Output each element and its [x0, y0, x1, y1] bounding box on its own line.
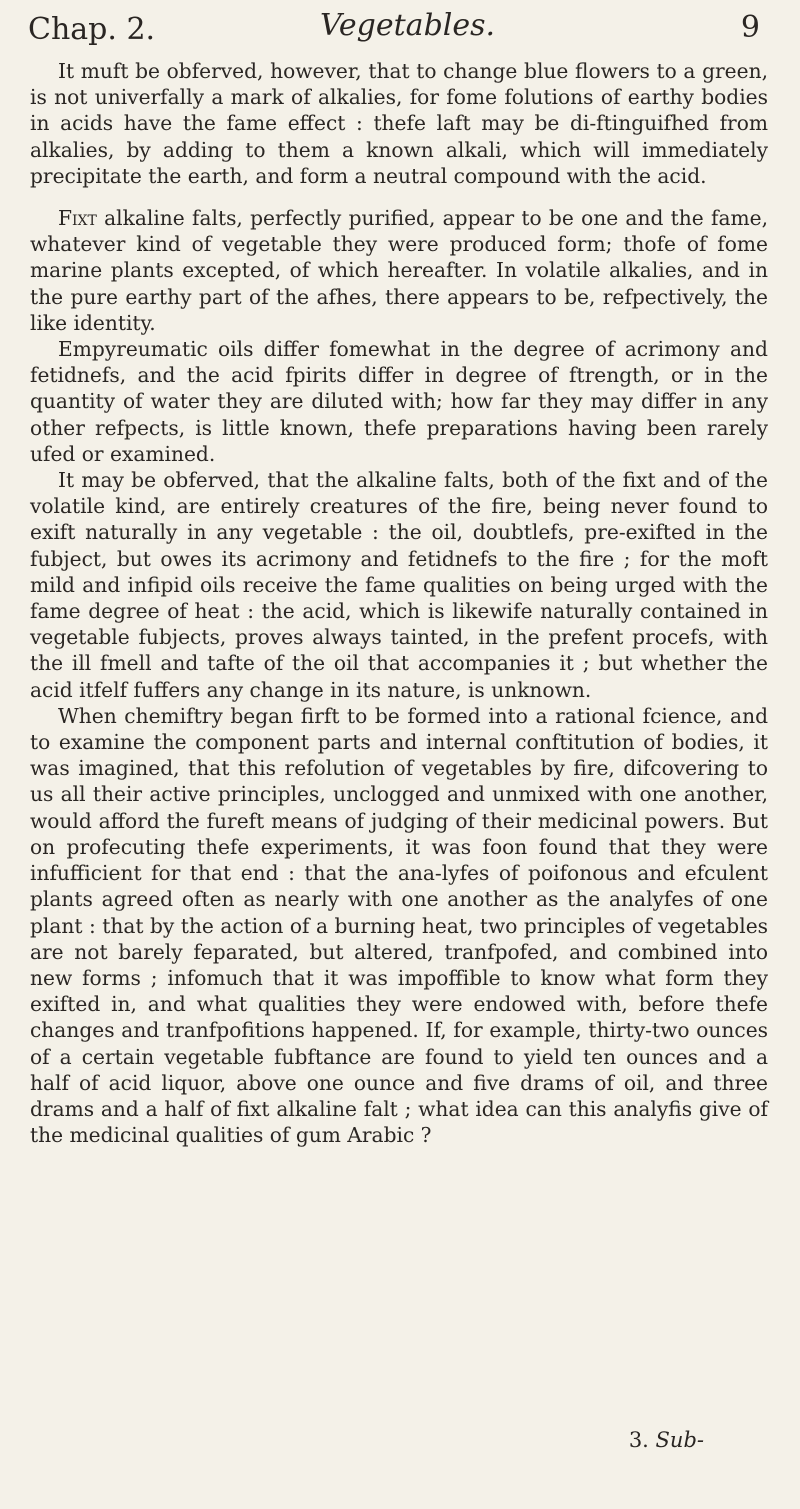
running-title: Vegetables.	[320, 8, 496, 43]
paragraph-lead: Fixt	[58, 206, 97, 231]
paragraph-2	[30, 205, 768, 336]
catchword-word: Sub-	[655, 1428, 704, 1452]
page-number: 9	[740, 10, 760, 45]
page-header	[28, 6, 760, 54]
paragraph-4	[30, 467, 768, 703]
paragraph-5	[30, 703, 768, 1148]
paragraph-text: It may be obferved, that the alkaline falts, both of the fixt and of the volatile kind, are entirely creatures of the fire, being never found to exift naturally in any vegetable : the oil, doubtlefs, pre-exifted in the fubject, but owes its acrimony and fetidnefs to the fire ; for the moft mild and infipid oils receive the fame qualities on being urged with the fame degree of heat : the acid, which is likewife naturally contained in vegetable fubjects, proves always tainted, in the prefent procefs, with the ill fmell and tafte of the oil that accompanies it ; but whether the acid itfelf fuffers any change in its nature, is unknown.	[30, 468, 768, 702]
body-text	[30, 58, 768, 1148]
paragraph-1	[30, 58, 768, 189]
paragraph-text: Empyreumatic oils differ fomewhat in the degree of acrimony and fetidnefs, and the acid fpirits differ in degree of ftrength, or in the quantity of water they are diluted with; how far they may differ in any other refpects, is little known, thefe preparations having been rarely ufed or examined.	[30, 337, 768, 466]
paragraph-text: It muft be obferved, however, that to change blue flowers to a green, is not univerfally a mark of alkalies, for fome folutions of earthy bodies in acids have the fame effect : thefe laft may be di-ftinguifhed from alkalies, by adding to them a known alkali, which will immediately precipitate the earth, and form a neutral compound with the acid.	[30, 59, 768, 188]
chapter-heading: Chap. 2.	[28, 12, 156, 47]
paragraph-text: alkaline falts, perfectly purified, appear to be one and the fame, whatever kind of vegetable they were produced form; thofe of fome marine plants excepted, of which hereafter. In volatile alkalies, and in the pure earthy part of the afhes, there appears to be, refpectively, the like identity.	[30, 206, 768, 335]
paragraph-text: When chemiftry began firft to be formed into a rational fcience, and to examine the component parts and internal conftitution of bodies, it was imagined, that this refolution of vegetables by fire, difcovering to us all their active principles, unclogged and unmixed with one another, would afford the fureft means of judging of their medicinal powers. But on profecuting thefe experiments, it was foon found that they were infufficient for that end : that the ana-lyfes of poifonous and efculent plants agreed often as nearly with one another as the analyfes of one plant : that by the action of a burning heat, two principles of vegetables are not barely feparated, but altered, tranfpofed, and combined into new forms ; infomuch that it was impoffible to know what form they exifted in, and what qualities they were endowed with, before thefe changes and tranfpofitions happened. If, for example, thirty-two ounces of a certain vegetable fubftance are found to yield ten ounces and a half of acid liquor, above one ounce and five drams of oil, and three drams and a half of fixt alkaline falt ; what idea can this analyfis give of the medicinal qualities of gum Arabic ?	[30, 703, 768, 1148]
catchword-number: 3.	[628, 1428, 649, 1452]
catchword	[629, 1428, 704, 1452]
paragraph-3	[30, 336, 768, 467]
